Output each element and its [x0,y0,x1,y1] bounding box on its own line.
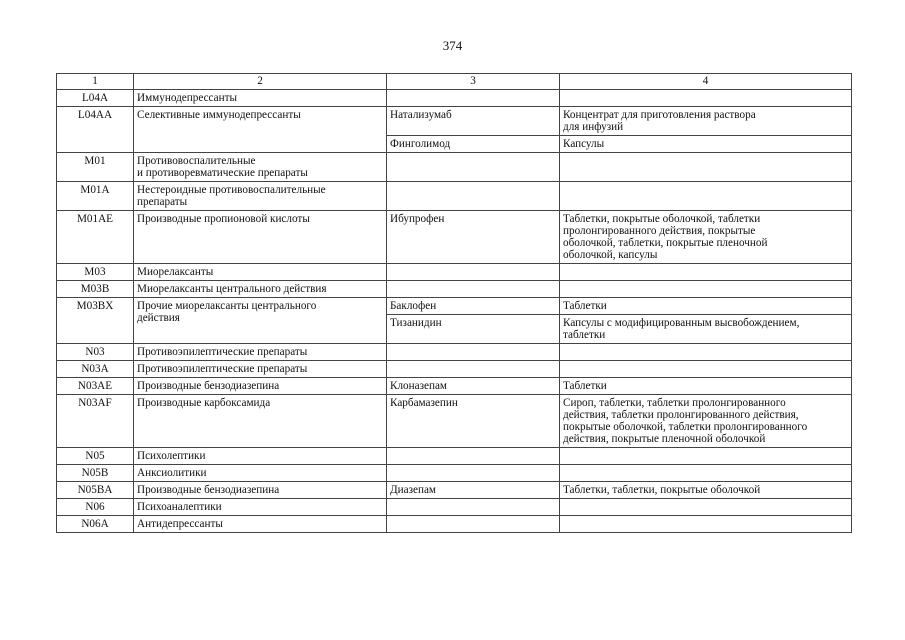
table-row [57,361,852,378]
group-name-cell: Анксиолитики [134,465,387,482]
table-row [57,211,852,264]
dosage-form-cell [560,344,852,361]
group-name-cell: Психолептики [134,448,387,465]
drug-name-cell [387,281,560,298]
drug-name-cell [387,153,560,182]
table-row [57,516,852,533]
drug-name-cell: Карбамазепин [387,395,560,448]
table-row [57,182,852,211]
atc-code-cell: M01A [57,182,134,211]
table-row [57,344,852,361]
atc-code-cell: N05 [57,448,134,465]
header-col-4: 4 [560,74,852,90]
atc-code-cell: M03 [57,264,134,281]
table-body [57,74,852,533]
table-row [57,395,852,448]
table-row [57,90,852,107]
drug-name-cell: Баклофен [387,298,560,315]
group-name-cell: Производные бензодиазепина [134,378,387,395]
atc-code-cell: N06 [57,499,134,516]
group-name-cell: Селективные иммунодепрессанты [134,107,387,153]
table-row [57,107,852,136]
drug-name-cell [387,344,560,361]
table-row [57,465,852,482]
dosage-form-cell: Сироп, таблетки, таблетки пролонгированного действия, таблетки пролонгированного действия, покрытые оболочкой, таблетки пролонгированного действия, покрытые пленочной оболочкой [560,395,852,448]
dosage-form-cell [560,264,852,281]
table-row [57,378,852,395]
dosage-form-cell: Концентрат для приготовления раствора для инфузий [560,107,852,136]
drug-name-cell [387,90,560,107]
dosage-form-cell [560,90,852,107]
group-name-cell: Иммунодепрессанты [134,90,387,107]
header-col-3: 3 [387,74,560,90]
atc-code-cell: M03B [57,281,134,298]
dosage-form-cell [560,281,852,298]
page-number: 374 [442,38,463,53]
drug-table [56,73,852,533]
drug-name-cell: Тизанидин [387,315,560,344]
atc-code-cell: M01 [57,153,134,182]
dosage-form-cell: Таблетки [560,378,852,395]
group-name-cell: Противовоспалительные и противоревматические препараты [134,153,387,182]
atc-code-cell: L04AA [57,107,134,153]
drug-name-cell: Ибупрофен [387,211,560,264]
atc-code-cell: N03A [57,361,134,378]
drug-name-cell: Натализумаб [387,107,560,136]
dosage-form-cell [560,153,852,182]
header-col-2: 2 [134,74,387,90]
table-row [57,298,852,315]
drug-name-cell [387,499,560,516]
atc-code-cell: N03 [57,344,134,361]
drug-name-cell [387,361,560,378]
atc-code-cell: N05B [57,465,134,482]
dosage-form-cell: Таблетки [560,298,852,315]
dosage-form-cell [560,361,852,378]
atc-code-cell: N05BA [57,482,134,499]
atc-code-cell: N03AF [57,395,134,448]
group-name-cell: Нестероидные противовоспалительные препараты [134,182,387,211]
dosage-form-cell [560,516,852,533]
table-row [57,482,852,499]
atc-code-cell: N03AE [57,378,134,395]
group-name-cell: Антидепрессанты [134,516,387,533]
drug-name-cell [387,516,560,533]
drug-name-cell: Диазепам [387,482,560,499]
table-row [57,448,852,465]
group-name-cell: Психоаналептики [134,499,387,516]
group-name-cell: Противоэпилептические препараты [134,344,387,361]
group-name-cell: Прочие миорелаксанты центрального действия [134,298,387,344]
dosage-form-cell [560,499,852,516]
dosage-form-cell [560,448,852,465]
drug-name-cell: Клоназепам [387,378,560,395]
dosage-form-cell: Капсулы с модифицированным высвобождением, таблетки [560,315,852,344]
atc-code-cell: N06A [57,516,134,533]
table-row [57,153,852,182]
atc-code-cell: M03BX [57,298,134,344]
atc-code-cell: L04A [57,90,134,107]
table-header-row [57,74,852,90]
header-col-1: 1 [57,74,134,90]
drug-name-cell [387,182,560,211]
dosage-form-cell [560,182,852,211]
group-name-cell: Миорелаксанты [134,264,387,281]
group-name-cell: Производные бензодиазепина [134,482,387,499]
dosage-form-cell: Таблетки, покрытые оболочкой, таблетки пролонгированного действия, покрытые оболочкой, таблетки, покрытые пленочной оболочкой, капсулы [560,211,852,264]
drug-name-cell [387,264,560,281]
group-name-cell: Производные пропионовой кислоты [134,211,387,264]
drug-name-cell: Финголимод [387,136,560,153]
drug-name-cell [387,465,560,482]
drug-name-cell [387,448,560,465]
group-name-cell: Противоэпилептические препараты [134,361,387,378]
table-row [57,264,852,281]
group-name-cell: Миорелаксанты центрального действия [134,281,387,298]
dosage-form-cell: Капсулы [560,136,852,153]
dosage-form-cell [560,465,852,482]
atc-code-cell: M01AE [57,211,134,264]
group-name-cell: Производные карбоксамида [134,395,387,448]
dosage-form-cell: Таблетки, таблетки, покрытые оболочкой [560,482,852,499]
table-row [57,281,852,298]
table-row [57,499,852,516]
